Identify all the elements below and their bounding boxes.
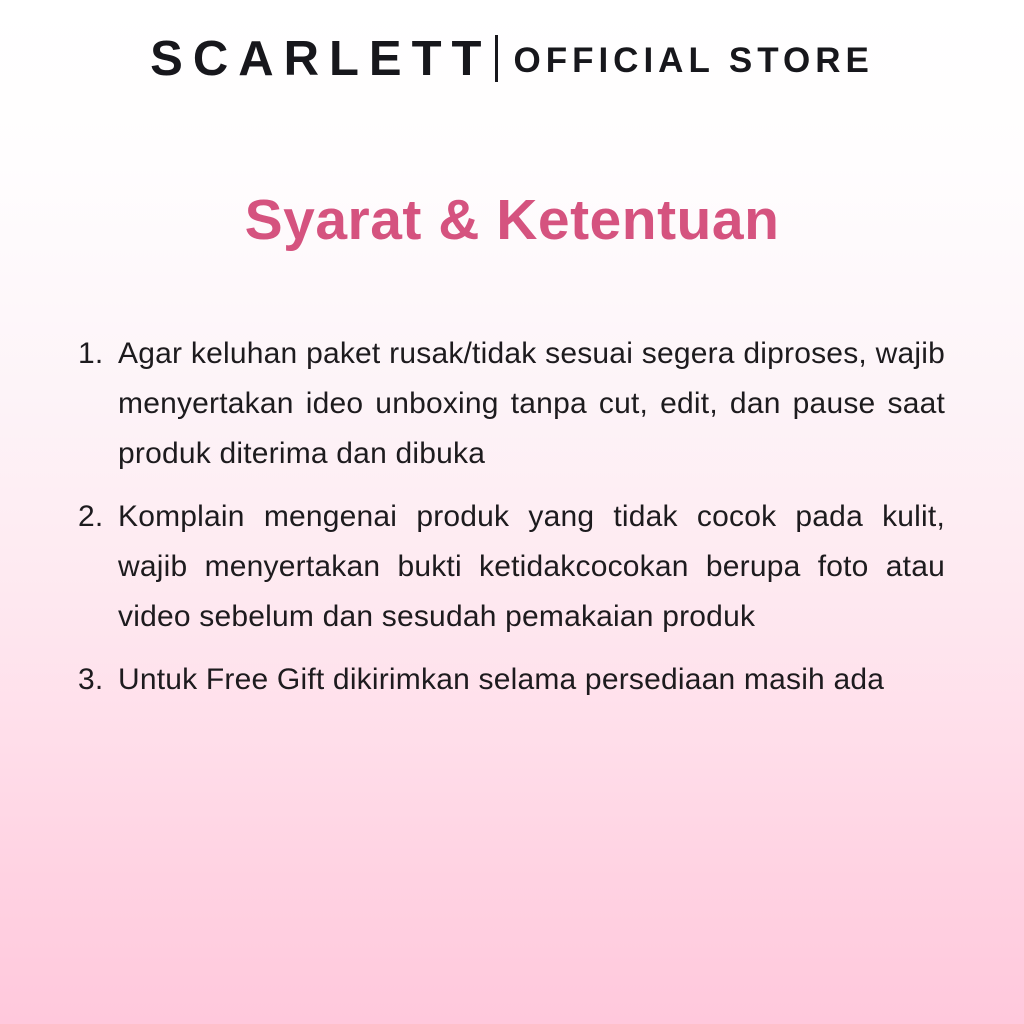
page-title: Syarat & Ketentuan [244, 188, 780, 252]
term-item-2 [78, 492, 945, 642]
term-number: 1. [78, 337, 104, 370]
term-text: Untuk Free Gift dikirimkan selama persediaan masih ada [118, 663, 885, 696]
term-number: 2. [78, 500, 104, 533]
brand-name: SCARLETT [150, 32, 492, 86]
brand-logo [0, 33, 1024, 84]
term-item-1 [78, 329, 945, 479]
term-number: 3. [78, 663, 104, 696]
term-text: Agar keluhan paket rusak/tidak sesuai segera diproses, wajib menyertakan ideo unboxing tanpa cut, edit, dan pause saat produk diterima dan dibuka [118, 337, 945, 470]
term-item-3 [78, 655, 945, 705]
brand-store-label: OFFICIAL STORE [513, 41, 874, 80]
logo-divider-line [495, 35, 498, 82]
terms-list [78, 329, 945, 718]
term-text: Komplain mengenai produk yang tidak cocok pada kulit, wajib menyertakan bukti ketidakcocokan berupa foto atau video sebelum dan sesudah pemakaian produk [118, 500, 945, 633]
